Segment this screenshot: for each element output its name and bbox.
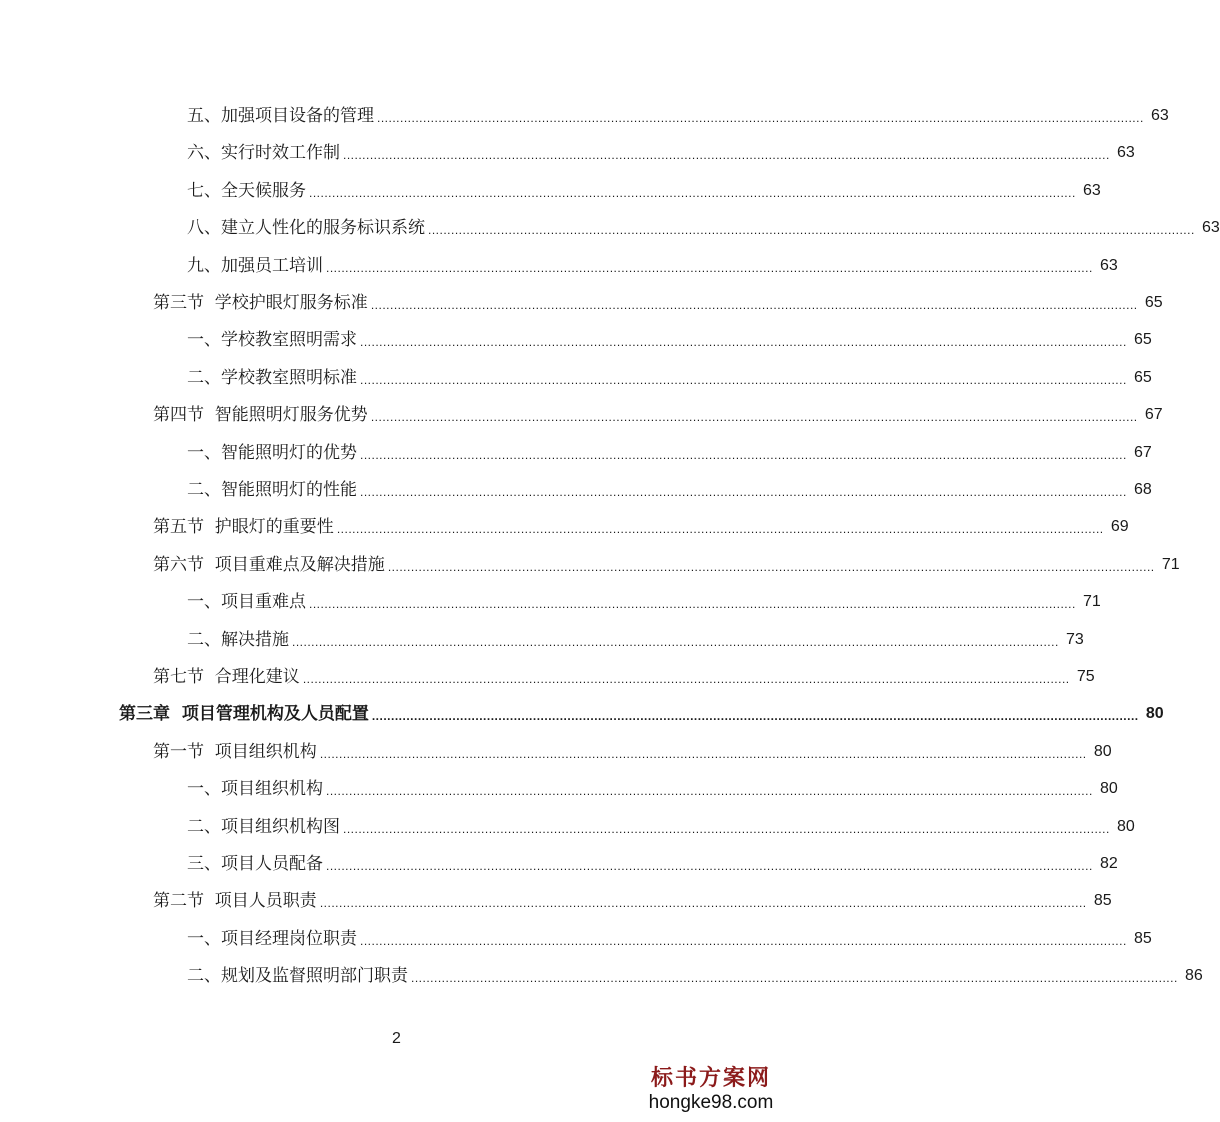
toc-entry-page: 80 <box>1145 705 1164 723</box>
toc-entry-title: 第四节 智能照明灯服务优势 <box>153 405 368 426</box>
toc-entry[interactable] <box>153 399 1163 426</box>
toc-entry-title: 第七节 合理化建议 <box>153 667 300 687</box>
toc-entry[interactable] <box>187 923 1152 949</box>
toc-dot-leader: ........................................................................................................................................................................................................ <box>292 634 1059 649</box>
toc-entry-page: 68 <box>1134 481 1152 498</box>
toc-dot-leader: ........................................................................................................................................................................................................ <box>370 410 1138 425</box>
toc-dot-leader: ........................................................................................................................................................................................................ <box>326 859 1093 873</box>
toc-entry-title: 第二节 项目人员职责 <box>153 891 317 912</box>
toc-entry-title: 一、项目重难点 <box>187 592 306 613</box>
toc-entry-title: 二、项目组织机构图 <box>187 816 340 837</box>
toc-entry-page: 71 <box>1083 593 1101 611</box>
toc-entry-page: 69 <box>1110 518 1129 536</box>
toc-entry[interactable] <box>187 250 1118 276</box>
toc-entry-title: 第五节 护眼灯的重要性 <box>153 517 334 538</box>
toc-entry-page: 75 <box>1076 668 1095 685</box>
toc-entry-title: 第三节 学校护眼灯服务标准 <box>153 293 368 313</box>
toc-entry[interactable] <box>153 736 1112 762</box>
toc-entry-page: 67 <box>1144 406 1163 424</box>
toc-entry-title: 一、学校教室照明需求 <box>187 330 357 351</box>
toc-dot-leader: ........................................................................................................................................................................................................ <box>360 485 1127 499</box>
toc-entry[interactable] <box>187 474 1152 500</box>
toc-dot-leader: ........................................................................................................................................................................................................ <box>360 447 1127 462</box>
toc-entry-page: 65 <box>1134 368 1152 386</box>
toc-entry[interactable] <box>153 549 1180 575</box>
toc-entry-page: 80 <box>1100 780 1118 798</box>
toc-entry-page: 67 <box>1134 443 1152 461</box>
toc-entry-page: 80 <box>1117 817 1135 835</box>
toc-dot-leader: ........................................................................................................................................................................................................ <box>371 709 1139 724</box>
toc-entry-title: 五、加强项目设备的管理 <box>187 106 374 126</box>
toc-entry[interactable] <box>187 960 1203 987</box>
toc-dot-leader: ........................................................................................................................................................................................................ <box>319 746 1087 761</box>
toc-entry-title: 九、加强员工培训 <box>187 255 323 276</box>
toc-dot-leader: ........................................................................................................................................................................................................ <box>343 148 1110 163</box>
toc-entry-page: 80 <box>1093 742 1112 760</box>
toc-entry-title: 二、学校教室照明标准 <box>187 367 357 388</box>
toc-entry[interactable] <box>187 624 1084 650</box>
toc-entry[interactable] <box>153 661 1095 687</box>
toc-entry-title: 一、智能照明灯的优势 <box>187 442 357 463</box>
toc-entry-title: 一、项目组织机构 <box>187 779 323 800</box>
toc-dot-leader: ........................................................................................................................................................................................................ <box>319 896 1087 911</box>
toc-entry-title: 三、项目人员配备 <box>187 854 323 874</box>
toc-entry-title: 第一节 项目组织机构 <box>153 741 317 762</box>
toc-entry[interactable] <box>187 212 1220 239</box>
watermark-logo <box>641 1061 781 1114</box>
toc-dot-leader: ........................................................................................................................................................................................................ <box>302 672 1070 686</box>
toc-dot-leader: ........................................................................................................................................................................................................ <box>428 223 1195 238</box>
toc-entry-page: 85 <box>1093 892 1112 910</box>
toc-entry[interactable] <box>153 885 1112 912</box>
toc-entry-page: 86 <box>1185 967 1203 985</box>
toc-entry[interactable] <box>187 773 1118 800</box>
toc-entry[interactable] <box>153 511 1129 538</box>
toc-entry-title: 二、解决措施 <box>187 629 289 650</box>
toc-entry-page: 71 <box>1161 555 1180 573</box>
toc-entry[interactable] <box>187 811 1135 837</box>
watermark-title: 标书方案网 <box>650 1065 771 1091</box>
page-number: 2 <box>392 1030 401 1047</box>
toc-dot-leader: ........................................................................................................................................................................................................ <box>326 260 1093 275</box>
toc-dot-leader: ........................................................................................................................................................................................................ <box>309 597 1076 612</box>
toc-dot-leader: ........................................................................................................................................................................................................ <box>360 335 1127 350</box>
toc-entry-page: 63 <box>1202 219 1220 237</box>
toc-entry-title: 第三章 项目管理机构及人员配置 <box>119 704 369 725</box>
toc-entry-page: 65 <box>1134 331 1152 349</box>
toc-entry-title: 七、全天候服务 <box>187 180 306 201</box>
toc-entry[interactable] <box>187 362 1152 388</box>
toc-entry-page: 65 <box>1144 294 1163 311</box>
toc-entry-page: 63 <box>1117 144 1135 162</box>
toc-dot-leader: ........................................................................................................................................................................................................ <box>411 971 1178 986</box>
toc-dot-leader: ........................................................................................................................................................................................................ <box>370 298 1138 312</box>
toc-dot-leader: ........................................................................................................................................................................................................ <box>336 522 1104 537</box>
watermark-url: hongke98.com <box>648 1092 774 1113</box>
toc-entry-title: 六、实行时效工作制 <box>187 143 340 164</box>
toc-dot-leader: ........................................................................................................................................................................................................ <box>377 111 1144 125</box>
toc-entry[interactable] <box>187 137 1135 164</box>
toc-entry[interactable] <box>187 324 1152 351</box>
toc-dot-leader: ........................................................................................................................................................................................................ <box>360 933 1127 948</box>
toc-entry[interactable] <box>187 848 1118 874</box>
toc-entry[interactable] <box>153 287 1163 313</box>
toc-entry-page: 63 <box>1083 181 1101 199</box>
toc-dot-leader: ........................................................................................................................................................................................................ <box>326 784 1093 799</box>
toc-entry-page: 63 <box>1151 107 1169 124</box>
toc-entry-title: 一、项目经理岗位职责 <box>187 928 357 949</box>
toc-entry-title: 第六节 项目重难点及解决措施 <box>153 554 385 575</box>
toc-entry-page: 73 <box>1066 630 1084 648</box>
toc-entry[interactable] <box>187 437 1152 463</box>
toc-dot-leader: ........................................................................................................................................................................................................ <box>343 821 1110 836</box>
toc-entry[interactable] <box>119 698 1164 725</box>
toc-dot-leader: ........................................................................................................................................................................................................ <box>309 185 1076 200</box>
toc-entry[interactable] <box>187 175 1101 201</box>
toc-entry-title: 八、建立人性化的服务标识系统 <box>187 218 425 239</box>
toc-dot-leader: ........................................................................................................................................................................................................ <box>387 559 1155 574</box>
toc-entry-page: 63 <box>1100 256 1118 274</box>
toc-entry-page: 85 <box>1134 929 1152 947</box>
toc-entry-title: 二、智能照明灯的性能 <box>187 480 357 500</box>
toc-entry[interactable] <box>187 100 1169 126</box>
toc-entry-title: 二、规划及监督照明部门职责 <box>187 966 408 987</box>
toc-dot-leader: ........................................................................................................................................................................................................ <box>360 372 1127 387</box>
toc-entry[interactable] <box>187 586 1101 613</box>
toc-entry-page: 82 <box>1100 855 1118 872</box>
